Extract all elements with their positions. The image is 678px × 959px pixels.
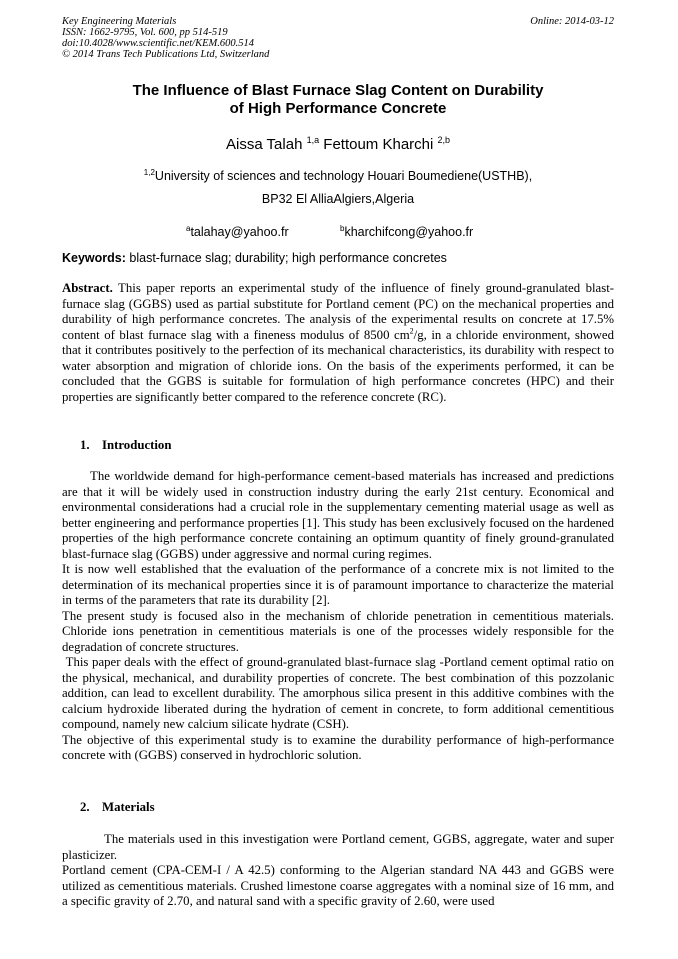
journal-doi: doi:10.4028/www.scientific.net/KEM.600.514	[62, 38, 254, 49]
author-list	[62, 131, 614, 154]
affiliation-line-2: BP32 El AlliaAlgiers,Algeria	[261, 192, 415, 206]
email-b	[340, 222, 473, 239]
abstract-label: Abstract.	[62, 281, 113, 295]
section-2-title: Materials	[102, 800, 155, 814]
author-2-sup: 2,b	[437, 135, 451, 145]
intro-paragraph-2: It is now well established that the evaluation of the performance of a concrete mix is not limited to the determination of its mechanical properties since it is of paramount importance to characterize the material in terms of the parameters that rate its durability [2].	[62, 562, 614, 607]
journal-name: Key Engineering Materials	[62, 16, 177, 27]
author-1-name: Aissa Talah	[225, 136, 303, 153]
affiliation-line-1	[62, 166, 614, 183]
abstract-sup: 2	[409, 326, 414, 336]
journal-header	[62, 16, 269, 60]
email-a-text: talahay@yahoo.fr	[190, 225, 289, 240]
paper-title	[62, 82, 614, 118]
abstract	[62, 281, 614, 405]
intro-paragraph-1: The worldwide demand for high-performance cement-based materials has increased and predictions are that it will be widely used in construction industry during the early 21st century. Economical and environmental considerations had a crucial role in the supplementary cementing material usage as well as better engineering and performance properties [1]. This study has been exclusively focused on the hardened properties of the high performance concrete containing an optimum quantity of finely ground-granulated blast-furnace slag (GGBS) under aggressive and normal curing regimes.	[62, 469, 614, 561]
introduction-body	[62, 469, 618, 764]
abstract-text-1: This paper reports an experimental study of the influence of finely ground-granulated blast-furnace slag (GGBS) used as partial substitute for Portland cement (PC) on the mechanical properties and durability of high performance concretes. The analysis of the experimental results on concrete at 17.5% content of blast furnace slag with a fineness modulus of 8500 cm	[62, 281, 615, 342]
keywords-text: blast-furnace slag; durability; high performance concretes	[129, 251, 447, 265]
intro-paragraph-3: The present study is focused also in the mechanism of chloride penetration in cementitious materials. Chloride ions penetration in cementitious materials is one of the processes widely responsible for the degradation of concrete structures.	[62, 608, 614, 654]
author-1-sup: 1,a	[306, 135, 320, 145]
section-2-heading	[80, 800, 155, 815]
title-line-2: of High Performance Concrete	[229, 100, 447, 117]
materials-body	[62, 832, 614, 910]
email-a	[186, 222, 289, 239]
affiliation-text-1: University of sciences and technology Houari Boumediene(USTHB),	[154, 169, 533, 184]
section-1-heading	[80, 438, 171, 453]
keywords	[62, 251, 614, 265]
intro-paragraph-4: This paper deals with the effect of ground-granulated blast-furnace slag -Portland cement optimal ratio on the physical, mechanical, and durability properties of concrete. The best combination of this pozzolanic addition, can lead to excellent durability. The amorphous silica present in this additive combines with the calcium hydroxide liberated during the hydration of cement in concrete, to form additional cementitious compound, namely new calcium silicate hydrate (CSH).	[62, 655, 618, 731]
materials-paragraph-1: The materials used in this investigation were Portland cement, GGBS, aggregate, water and super plasticizer.	[62, 832, 614, 862]
journal-issn: ISSN: 1662-9795, Vol. 600, pp 514-519	[62, 27, 228, 38]
title-line-1: The Influence of Blast Furnace Slag Content on Durability	[132, 82, 544, 99]
email-a-sup: a	[186, 224, 191, 233]
author-2-name: Fettoum Kharchi	[323, 136, 434, 153]
email-b-sup: b	[340, 224, 345, 233]
section-1-number: 1.	[80, 438, 90, 452]
materials-paragraph-2: Portland cement (CPA-CEM-I / A 42.5) conforming to the Algerian standard NA 443 and GGBS were utilized as cementitious materials. Crushed limestone coarse aggregates with a nominal size of 16 mm, and a specific gravity of 2.70, and natural sand with a specific gravity of 2.60, were used	[62, 863, 614, 908]
email-b-text: kharchifcong@yahoo.fr	[344, 225, 474, 240]
abstract-text-2: /g, in a chloride environment, showed that it contributes positively to the perfection of its mechanical characteristics, its durability with respect to water absorption and migration of chloride ions. On the basis of the experiments performed, it can be concluded that the GGBS is suitable for formulation of high performance concretes (HPC) and their properties are significantly better compared to the reference concrete (RC).	[62, 327, 615, 404]
intro-paragraph-5: The objective of this experimental study is to examine the durability performance of high-performance concrete with (GGBS) conserved in hydrochloric solution.	[62, 732, 614, 762]
keywords-label: Keywords:	[62, 251, 126, 265]
online-date: Online: 2014-03-12	[530, 16, 614, 27]
journal-copyright: © 2014 Trans Tech Publications Ltd, Switzerland	[62, 49, 270, 60]
section-1-title: Introduction	[102, 438, 172, 452]
affiliation-sup: 1,2	[143, 168, 155, 177]
section-2-number: 2.	[80, 800, 90, 814]
